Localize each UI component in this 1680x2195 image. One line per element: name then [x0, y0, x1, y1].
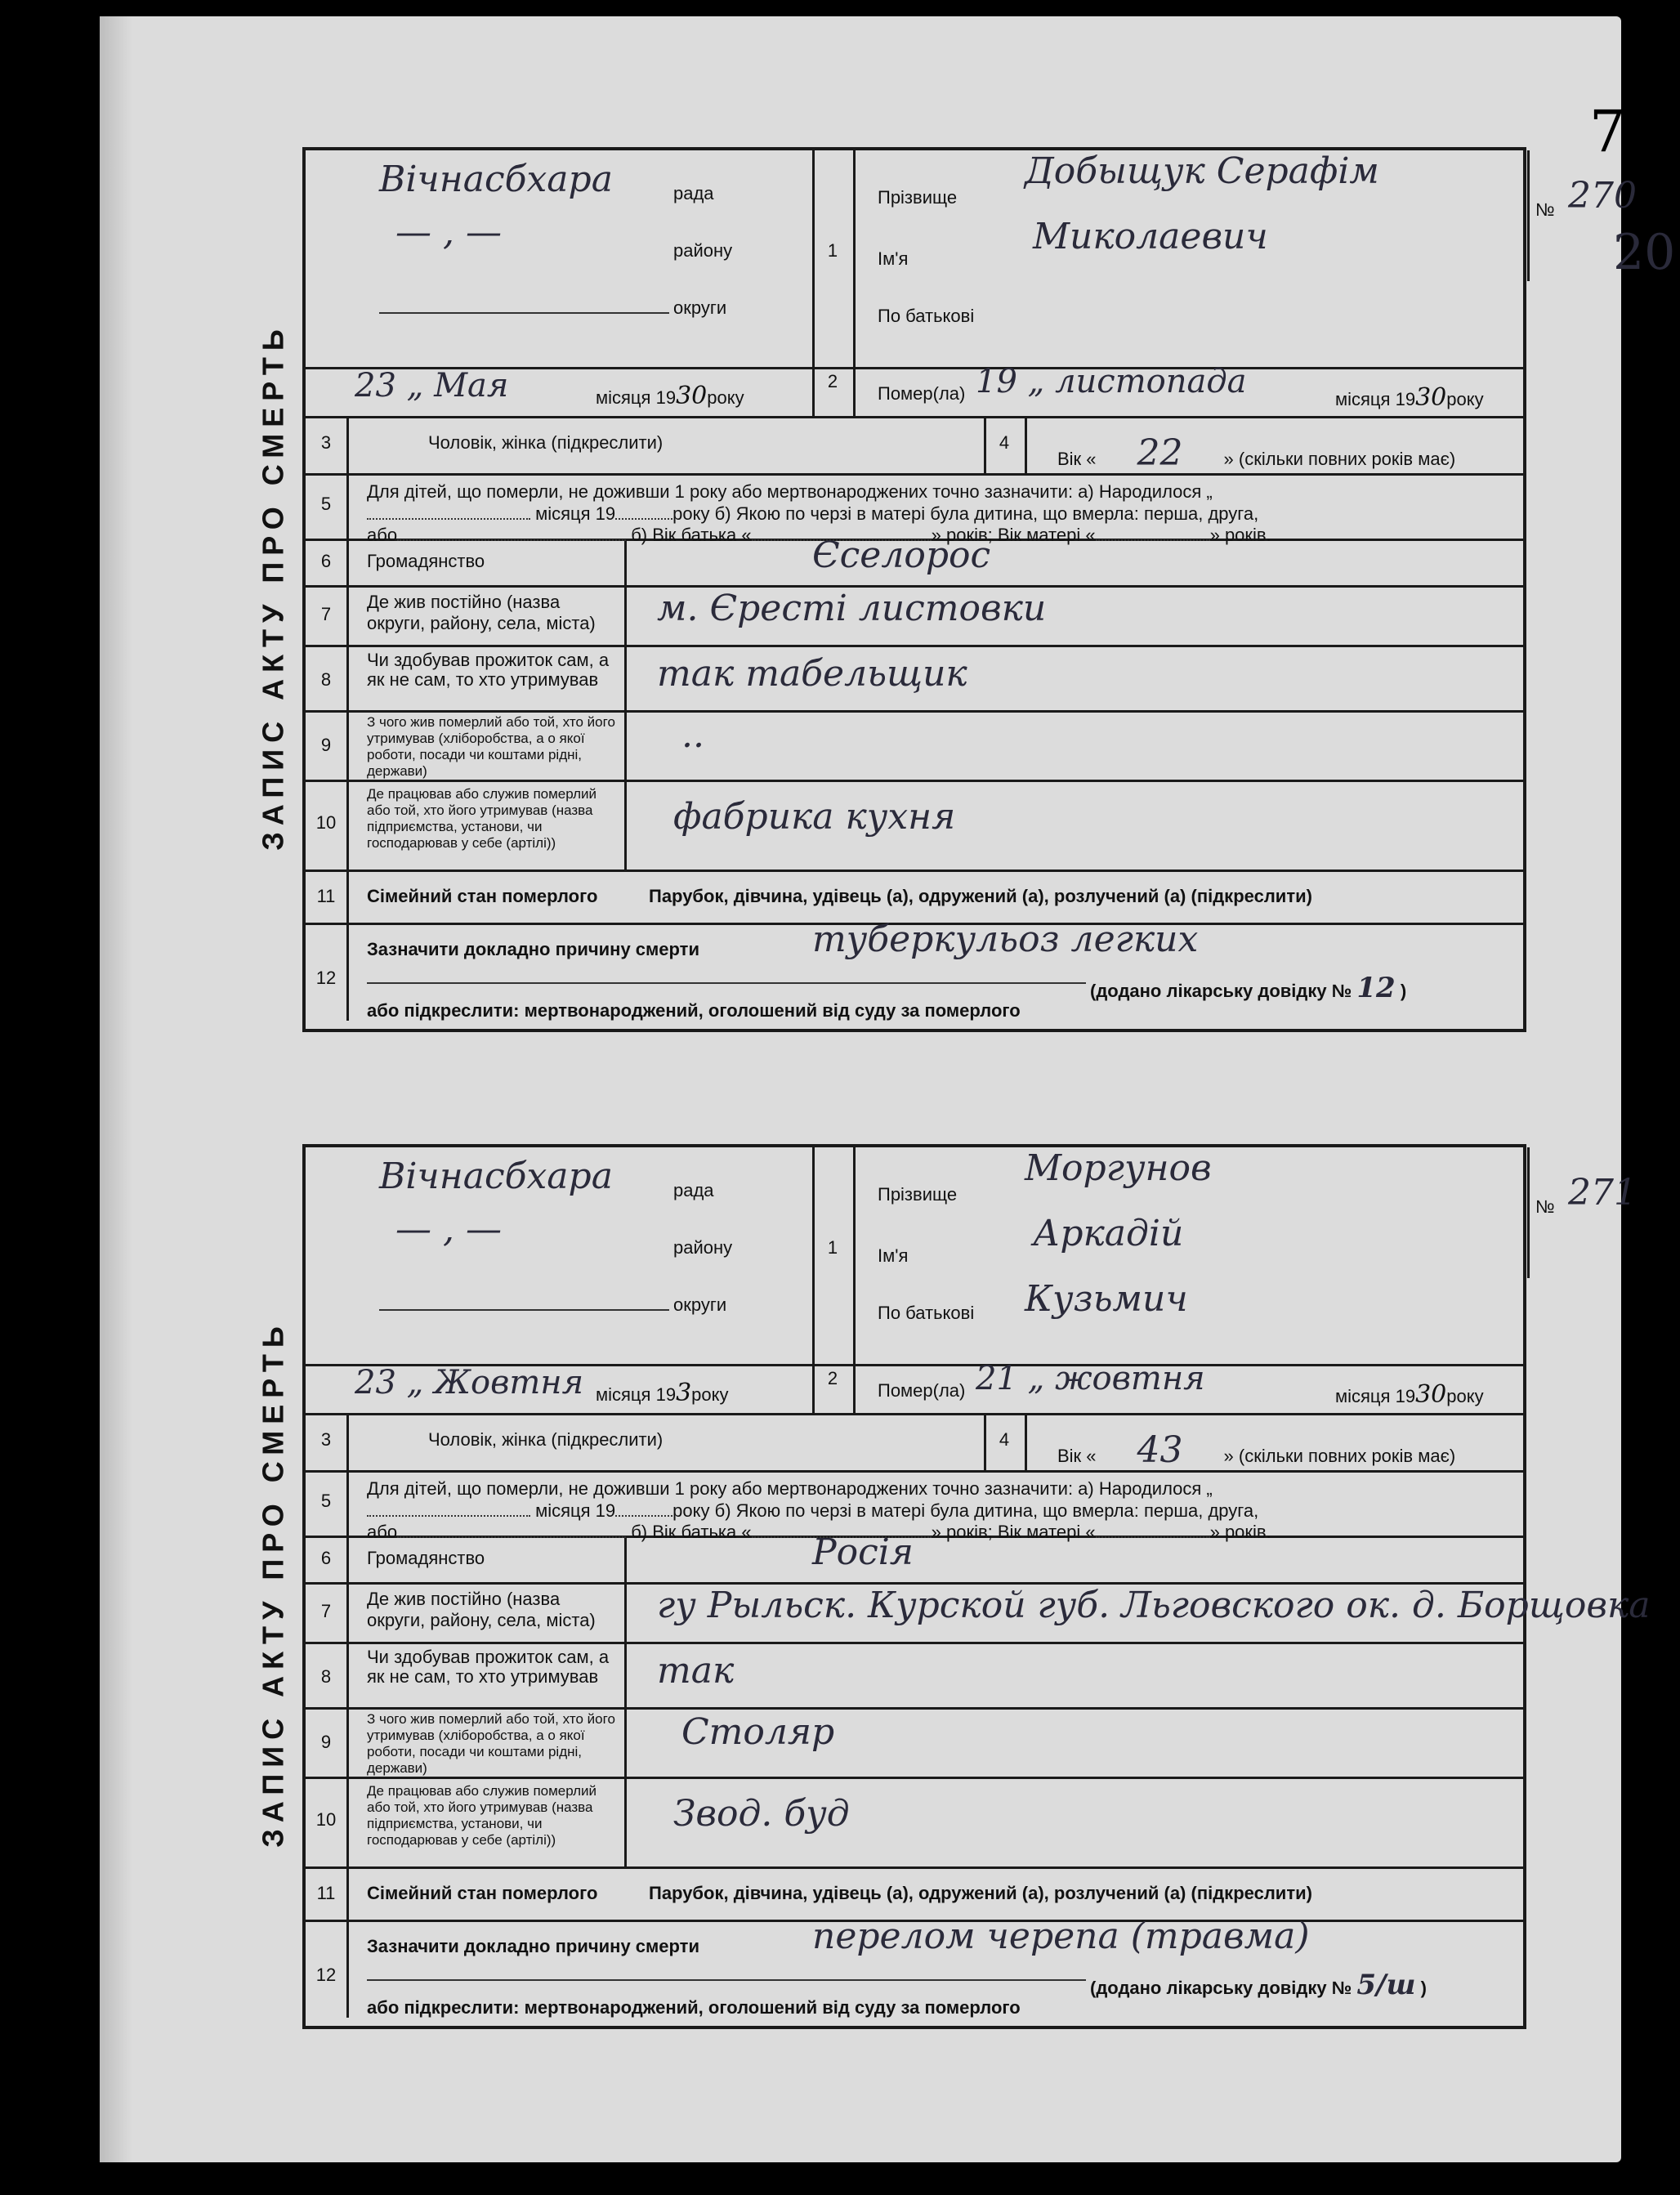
- field-place-year: 30: [676, 382, 708, 410]
- table-line: [306, 780, 1523, 782]
- residence-label: Де жив постійно (назва округи, району, села, міста): [367, 1589, 596, 1630]
- field-children-line3d: » років.: [1209, 525, 1271, 545]
- cause-value: туберкульоз легких: [812, 919, 1199, 960]
- row-number: 1: [827, 240, 838, 261]
- table-line: [812, 150, 815, 416]
- table-line: [306, 1707, 1523, 1710]
- field-age-suffix: » (скільки повних років має): [1223, 449, 1456, 469]
- field-side-title: ЗАПИС АКТУ ПРО СМЕРТЬ: [257, 322, 291, 851]
- field-died-year-label: року: [1446, 1386, 1484, 1406]
- livelihood-label: Чи здобував прожиток сам, а як не сам, то хто утримував: [367, 1647, 610, 1687]
- died-day: 21: [976, 1360, 1017, 1397]
- row-number: 4: [999, 432, 1010, 453]
- field-died-year-prefix: 19: [1395, 389, 1416, 409]
- table-line: [306, 710, 1523, 713]
- table-line: [1527, 1147, 1530, 1278]
- surname-value: Добыщук Серафім: [1025, 150, 1379, 192]
- field-died-year: 30: [1415, 1380, 1447, 1409]
- row-number: 6: [320, 551, 332, 571]
- okrug-label: округи: [673, 1294, 727, 1315]
- name-label: Ім'я: [878, 1245, 909, 1266]
- row-number: 3: [320, 432, 332, 453]
- row-number: 8: [320, 1666, 332, 1687]
- age-value: 22: [1137, 432, 1183, 474]
- death-reg-month: Мая: [434, 367, 509, 405]
- okrug-label: округи: [673, 297, 727, 318]
- field-children-line3b: б) Вік батька «: [631, 1522, 752, 1542]
- residence-value: гу Рыльск. Курской губ. Льговского ок. д. Борщовка: [657, 1585, 1651, 1626]
- work-label: Де працював або служив померлий або той, хто його утримував (назва підприємства, установи, чи господарював у себе (артілі)): [367, 786, 597, 851]
- field-place-year-prefix: 19: [655, 1384, 677, 1405]
- side-title: [245, 1144, 302, 2023]
- row-number: 2: [827, 1368, 838, 1388]
- field-died-month-label: місяця: [1335, 1386, 1391, 1406]
- field-cert-close: ): [1420, 1978, 1427, 1998]
- field-died-month-label: місяця: [1335, 389, 1391, 409]
- table-line: [1527, 150, 1530, 281]
- stillborn-line: або підкреслити: мертвонароджений, оголошений від суду за померлого: [367, 1997, 1021, 2018]
- citizenship-label: Громадянство: [367, 551, 485, 571]
- field-age-label: Вік «: [1057, 449, 1097, 469]
- sex-label: Чоловік, жінка (підкреслити): [428, 1429, 664, 1450]
- field-cert-close: ): [1400, 981, 1407, 1001]
- stillborn-line: або підкреслити: мертвонароджений, оголошений від суду за померлого: [367, 1000, 1021, 1021]
- name-label: Ім'я: [878, 248, 909, 269]
- row-number: 11: [316, 1883, 336, 1903]
- field-children-line3c: » років; Вік матері «: [931, 525, 1096, 545]
- cert-number: 12: [1356, 972, 1396, 1004]
- residence-value: м. Єресті листовки: [657, 588, 1047, 629]
- field-children-line3b: б) Вік батька «: [631, 525, 752, 545]
- table-line: [346, 1413, 349, 2018]
- record-form: Вічнасбхара рада — , — району округи 23 „ Мая місяця 1930року 1 2 Прізвище Добыщук Серафім Ім'я Миколаевич По батькові № 270 20 Помер(ла) 19 „ листопада місяця 1930року 3 Чоловік, жінка (підкреслити) 4 Вік « 22 » (скільки повних років має) 5 Для дітей, що померли, не доживши 1 року або мертвонароджених точно зазначити: а) Народилося „ місяця 19 року б) Якою по черзі в матері була дитина, що вмерла: перша, друга, або б) Вік батька « » років; Вік матері « » років. 6 Громадянство Єселорос 7 Де жив постійно (назва округи, району, села, міста) м. Єресті листовки 8 Чи здобував прожиток сам, а як не сам, то хто утримував так табельщик 9 З чого жив померлий або той, хто його утримував (хліборобства, а о якої роботи, посади чи коштами рідні, держави) .. 10 Де працював або служив померлий або той, хто його утримував (назва підприємства, установи, чи господарював у себе (артілі)) фабрика кухня 11 Сімейний стан померлого Парубок, дівчина, удівець (а), одружений (а), розлучений (а) (підкреслити) 12 Зазначити докладно причину смерти туберкульоз легких (додано лікарську довідку № 12 ) або підкреслити: мертвонароджений, оголошений від суду за померлого: [302, 147, 1526, 1032]
- field-place-year-label: року: [691, 1384, 729, 1405]
- death-reg-month: Жовтня: [434, 1364, 584, 1401]
- side-title: [245, 147, 302, 1026]
- table-line: [346, 416, 349, 1021]
- table-line: [624, 539, 627, 870]
- source-label: З чого жив померлий або той, хто його утримував (хліборобства, а о якої роботи, посади чи коштами рідні, держави): [367, 1711, 615, 1776]
- work-value: фабрика кухня: [673, 796, 956, 838]
- table-line: [306, 645, 1523, 647]
- family-label: Сімейний стан померлого: [367, 886, 598, 906]
- row-number: 5: [320, 494, 332, 514]
- cert-number: 5/ш: [1356, 1969, 1416, 2001]
- died-label: Помер(ла): [878, 383, 966, 404]
- table-line: [984, 416, 986, 473]
- patronymic-label: По батькові: [878, 306, 975, 326]
- cause-label: Зазначити докладно причину смерти: [367, 939, 699, 959]
- table-line: [984, 1413, 986, 1470]
- table-line: [853, 1147, 856, 1413]
- table-line: [306, 1642, 1523, 1644]
- row-number: 11: [316, 886, 336, 906]
- row-number: 7: [320, 1601, 332, 1621]
- work-label: Де працював або служив померлий або той, хто його утримував (назва підприємства, установи, чи господарював у себе (артілі)): [367, 1783, 597, 1848]
- name-value: Миколаевич: [1033, 216, 1268, 257]
- age-value: 43: [1137, 1429, 1183, 1471]
- raion-label: району: [673, 1237, 733, 1258]
- table-line: [306, 1777, 1523, 1779]
- livelihood-label: Чи здобував прожиток сам, а як не сам, то хто утримував: [367, 650, 610, 690]
- row-number: 10: [315, 812, 337, 833]
- row-number: 9: [320, 1732, 332, 1752]
- record-number: 271: [1568, 1172, 1637, 1214]
- field-children-line3c: » років; Вік матері «: [931, 1522, 1096, 1542]
- died-label: Помер(ла): [878, 1380, 966, 1401]
- field-number-label: №: [1535, 199, 1555, 220]
- page-number: 7: [1589, 98, 1626, 165]
- patronymic-label: По батькові: [878, 1303, 975, 1323]
- children-line-1: Для дітей, що померли, не доживши 1 року або мертвонароджених точно зазначити: а) Народилося „: [367, 481, 1213, 502]
- field-children-line2: місяця 19: [535, 1500, 616, 1521]
- row-number: 9: [320, 735, 332, 755]
- field-children-line3a: або: [367, 1522, 398, 1542]
- livelihood-value: так: [657, 1650, 735, 1692]
- field-died-year-prefix: 19: [1395, 1386, 1416, 1406]
- table-line: [1025, 1413, 1027, 1470]
- table-line: [306, 1866, 1523, 1869]
- row-number: 12: [315, 968, 337, 988]
- work-value: Звод. буд: [673, 1793, 850, 1835]
- field-age-label: Вік «: [1057, 1446, 1097, 1466]
- paper-edge: [100, 16, 132, 2162]
- field-children-line2b: року б) Якою по черзі в матері була дитина, що вмерла: перша, друга,: [672, 503, 1259, 524]
- field-cert-label: (додано лікарську довідку №: [1090, 981, 1352, 1001]
- death-reg-day: 23: [355, 1364, 396, 1401]
- row-number: 1: [827, 1237, 838, 1258]
- field-died-year: 30: [1415, 383, 1447, 412]
- field-place-month-label: місяця: [596, 1384, 651, 1405]
- field-place-year-label: року: [707, 387, 744, 408]
- family-value: Парубок, дівчина, удівець (а), одружений (а), розлучений (а) (підкреслити): [649, 1883, 1312, 1903]
- citizenship-value: Єселорос: [812, 534, 991, 576]
- surname-label: Прізвище: [878, 1184, 958, 1205]
- source-value: Столяр: [681, 1711, 835, 1753]
- record-extra-number: 20: [1613, 224, 1676, 281]
- table-line: [306, 1413, 1523, 1415]
- table-line: [306, 416, 1523, 418]
- rada-value: Вічнасбхара: [379, 1156, 613, 1197]
- table-line: [306, 870, 1523, 872]
- citizenship-label: Громадянство: [367, 1548, 485, 1568]
- death-reg-day: 23: [355, 367, 396, 405]
- row-number: 3: [320, 1429, 332, 1450]
- cause-value: перелом черепа (травма): [812, 1916, 1310, 1957]
- field-children-line3d: » років.: [1209, 1522, 1271, 1542]
- surname-label: Прізвище: [878, 187, 958, 208]
- field-children-line2b: року б) Якою по черзі в матері була дитина, що вмерла: перша, друга,: [672, 1500, 1259, 1521]
- field-side-title: ЗАПИС АКТУ ПРО СМЕРТЬ: [257, 1319, 291, 1848]
- table-line: [624, 1536, 627, 1866]
- residence-label: Де жив постійно (назва округи, району, села, міста): [367, 592, 596, 633]
- table-line: [1025, 416, 1027, 473]
- row-number: 2: [827, 371, 838, 391]
- row-number: 10: [315, 1809, 337, 1830]
- source-label: З чого жив померлий або той, хто його утримував (хліборобства, а о якої роботи, посади чи коштами рідні, держави): [367, 714, 615, 779]
- field-place-month-label: місяця: [596, 387, 651, 408]
- table-line: [812, 1147, 815, 1413]
- field-place-year: 3: [676, 1379, 692, 1407]
- field-place-year-prefix: 19: [655, 387, 677, 408]
- cause-label: Зазначити докладно причину смерти: [367, 1936, 699, 1956]
- row-number: 7: [320, 604, 332, 624]
- died-month: жовтня: [1055, 1360, 1205, 1397]
- died-month: листопада: [1055, 363, 1247, 400]
- patronymic-value: Кузьмич: [1025, 1278, 1188, 1320]
- row-number: 6: [320, 1548, 332, 1568]
- source-value: ..: [681, 714, 704, 756]
- record-number: 270: [1568, 175, 1637, 217]
- field-children-line2: місяця 19: [535, 503, 616, 524]
- field-number-label: №: [1535, 1196, 1555, 1217]
- citizenship-value: Росія: [812, 1531, 914, 1573]
- field-cert-label: (додано лікарську довідку №: [1090, 1978, 1352, 1998]
- row-number: 5: [320, 1491, 332, 1511]
- family-label: Сімейний стан померлого: [367, 1883, 598, 1903]
- name-value: Аркадій: [1033, 1213, 1184, 1254]
- row-number: 4: [999, 1429, 1010, 1450]
- row-number: 8: [320, 669, 332, 690]
- rada-label: рада: [673, 1180, 714, 1200]
- table-line: [853, 150, 856, 416]
- sex-label: Чоловік, жінка (підкреслити): [428, 432, 664, 453]
- rada-value: Вічнасбхара: [379, 159, 613, 200]
- rada-label: рада: [673, 183, 714, 203]
- surname-value: Моргунов: [1025, 1147, 1212, 1189]
- field-age-suffix: » (скільки повних років має): [1223, 1446, 1456, 1466]
- children-line-1: Для дітей, що померли, не доживши 1 року або мертвонароджених точно зазначити: а) Народилося „: [367, 1478, 1213, 1499]
- record-form: Вічнасбхара рада — , — району округи 23 „ Жовтня місяця 193року 1 2 Прізвище Моргунов Ім'я Аркадій По батькові Кузьмич № 271 Помер(ла) 21 „ жовтня місяця 1930року 3 Чоловік, жінка (підкреслити) 4 Вік « 43 » (скільки повних років має) 5 Для дітей, що померли, не доживши 1 року або мертвонароджених точно зазначити: а) Народилося „ місяця 19 року б) Якою по черзі в матері була дитина, що вмерла: перша, друга, або б) Вік батька « » років; Вік матері « » років. 6 Громадянство Росія 7 Де жив постійно (назва округи, району, села, міста) гу Рыльск. Курской губ. Льговского ок. д. Борщовка 8 Чи здобував прожиток сам, а як не сам, то хто утримував так 9 З чого жив померлий або той, хто його утримував (хліборобства, а о якої роботи, посади чи коштами рідні, держави) Столяр 10 Де працював або служив померлий або той, хто його утримував (назва підприємства, установи, чи господарював у себе (артілі)) Звод. буд 11 Сімейний стан померлого Парубок, дівчина, удівець (а), одружений (а), розлучений (а) (підкреслити) 12 Зазначити докладно причину смерти перелом черепа (травма) (додано лікарську довідку № 5/ш ) або підкреслити: мертвонароджений, оголошений від суду за померлого: [302, 1144, 1526, 2029]
- field-died-year-label: року: [1446, 389, 1484, 409]
- row-number: 12: [315, 1965, 337, 1985]
- livelihood-value: так табельщик: [657, 653, 967, 695]
- family-value: Парубок, дівчина, удівець (а), одружений (а), розлучений (а) (підкреслити): [649, 886, 1312, 906]
- field-children-line3a: або: [367, 525, 398, 545]
- raion-label: району: [673, 240, 733, 261]
- died-day: 19: [976, 363, 1017, 400]
